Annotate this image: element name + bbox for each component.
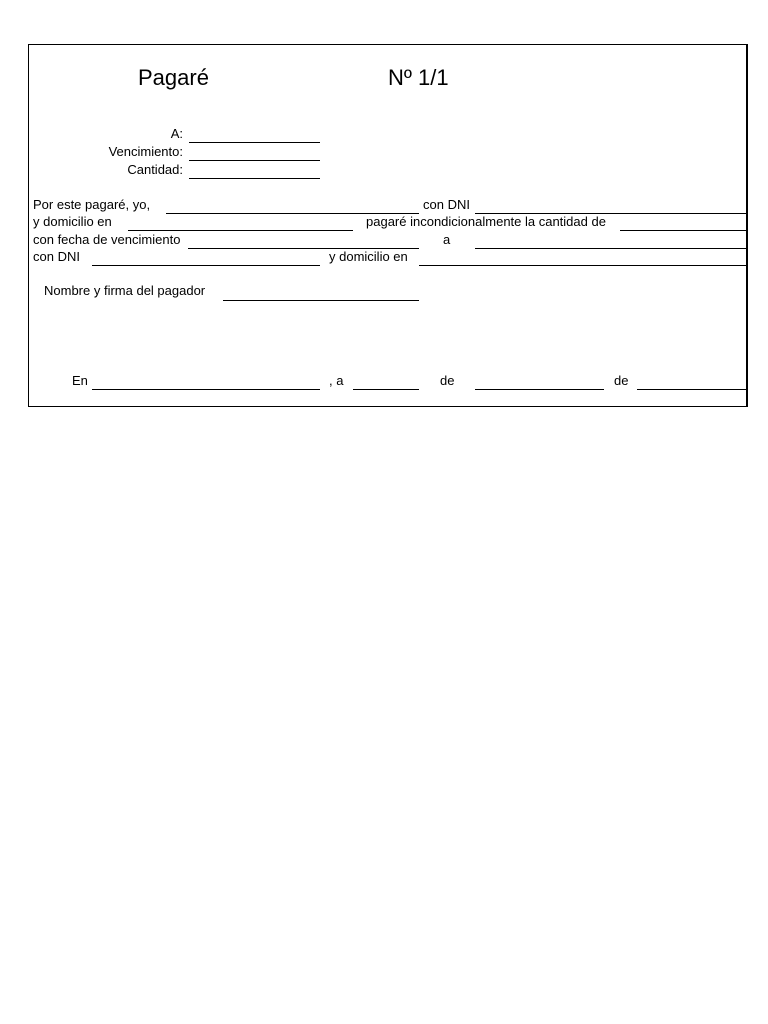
document-number: Nº 1/1 [388,65,449,90]
footer-en-label: En [72,373,88,388]
body-line2-amount-text: pagaré incondicionalmente la cantidad de [366,214,606,229]
amount-field[interactable] [189,178,320,179]
footer-de-label-2: de [614,373,629,388]
signature-label: Nombre y firma del pagador [44,283,206,298]
payee-address-field[interactable] [419,265,748,266]
payee-dni-field[interactable] [92,265,320,266]
body-line4-address-label: y domicilio en [329,249,408,264]
to-field[interactable] [189,142,320,143]
body-amount-field[interactable] [620,230,748,231]
place-field[interactable] [92,389,320,390]
document-title: Pagaré [138,65,209,90]
body-line4-text: con DNI [33,249,80,264]
due-date-field[interactable] [189,160,320,161]
amount-label: Cantidad: [127,162,183,177]
payee-name-field[interactable] [475,248,748,249]
year-field[interactable] [637,389,748,390]
to-label: A: [170,126,183,141]
due-date-label: Vencimiento: [108,144,183,159]
day-field[interactable] [353,389,419,390]
body-line1-text: Por este pagaré, yo, [33,197,151,212]
footer-a-label: , a [329,373,344,388]
payer-address-field[interactable] [128,230,353,231]
body-line3-text: con fecha de vencimiento [33,232,181,247]
body-line2-text: y domicilio en [33,214,112,229]
body-line3-a-label: a [443,232,451,247]
signature-field[interactable] [223,300,419,301]
month-field[interactable] [475,389,604,390]
footer-de-label-1: de [440,373,455,388]
body-line1-dni-label: con DNI [423,197,470,212]
